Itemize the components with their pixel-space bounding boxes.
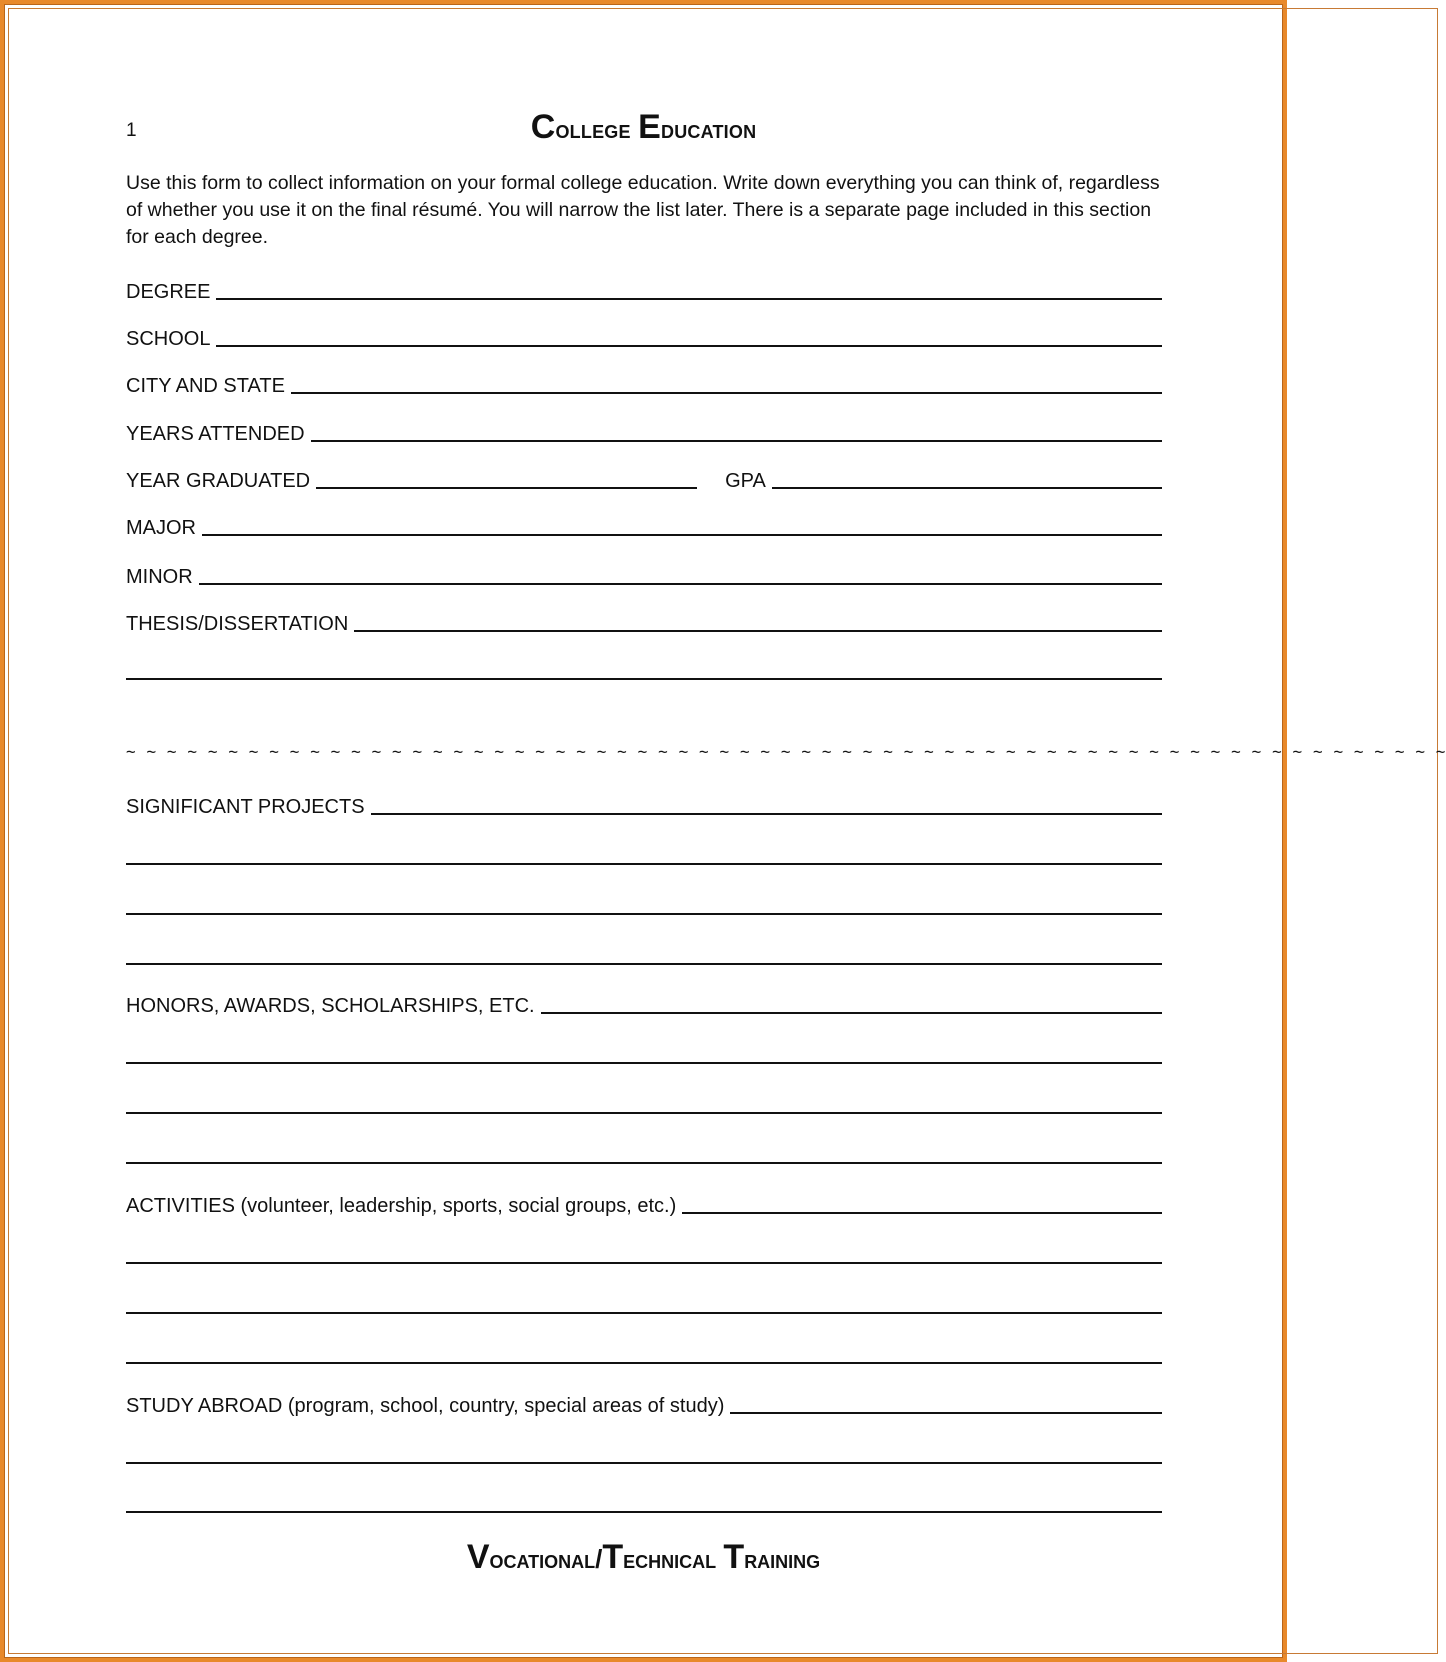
major-line[interactable] [202,534,1162,536]
major-label: MAJOR [126,517,196,539]
blank-line[interactable] [126,1362,1162,1364]
projects-label: SIGNIFICANT PROJECTS [126,796,365,818]
study-abroad-line-3 [126,1477,1162,1517]
activities-row [126,1178,1162,1218]
thesis-label: THESIS/DISSERTATION [126,613,349,635]
blank-line[interactable] [126,1511,1162,1513]
city-state-row [126,358,1162,398]
years-attended-line[interactable] [311,440,1162,442]
projects-line[interactable] [371,813,1162,815]
honors-line[interactable] [541,1012,1162,1014]
major-row [126,500,1162,540]
year-graduated-row [126,453,1162,493]
projects-line-2 [126,829,1162,869]
years-attended-label: YEARS ATTENDED [126,423,305,445]
honors-label: HONORS, AWARDS, SCHOLARSHIPS, ETC. [126,995,535,1017]
city-state-line[interactable] [291,392,1162,394]
honors-line-3 [126,1078,1162,1118]
projects-line-4 [126,929,1162,969]
honors-row [126,978,1162,1018]
page-number: 1 [126,120,137,141]
thesis-row [126,596,1162,636]
city-state-label: CITY AND STATE [126,375,285,397]
minor-row [126,549,1162,589]
study-abroad-line-2 [126,1428,1162,1468]
gpa-label: GPA [725,470,766,492]
study-abroad-line[interactable] [730,1412,1162,1414]
projects-row [126,779,1162,819]
blank-line[interactable] [126,678,1162,680]
page-title: College Education [530,108,757,146]
section-divider: ~ ~ ~ ~ ~ ~ ~ ~ ~ ~ ~ ~ ~ ~ ~ ~ ~ ~ ~ ~ ~ ~ ~ ~ ~ ~ ~ ~ ~ ~ ~ ~ ~ ~ ~ ~ ~ ~ ~ ~ ~ ~ ~ ~ ~ ~ ~ ~ ~ ~ ~ ~ ~ ~ ~ ~ ~ ~ ~ ~ ~ ~ ~ ~ ~ [126,742,1446,761]
degree-label: DEGREE [126,281,211,303]
blank-line[interactable] [126,1162,1162,1164]
thesis-line-2 [126,644,1162,684]
activities-line-2 [126,1228,1162,1268]
year-graduated-label: YEAR GRADUATED [126,470,311,492]
blank-line[interactable] [126,1062,1162,1064]
school-label: SCHOOL [126,328,211,350]
blank-line[interactable] [126,1312,1162,1314]
honors-line-4 [126,1128,1162,1168]
next-section-title: Vocational/Technical Training [466,1538,821,1576]
study-abroad-label: STUDY ABROAD (program, school, country, special areas of study) [126,1395,725,1417]
projects-line-3 [126,879,1162,919]
minor-label: MINOR [126,566,193,588]
years-attended-row [126,406,1162,446]
blank-line[interactable] [126,913,1162,915]
gpa-line[interactable] [772,487,1162,489]
blank-line[interactable] [126,1462,1162,1464]
degree-row [126,264,1162,304]
activities-line[interactable] [682,1212,1162,1214]
school-line[interactable] [216,345,1162,347]
blank-line[interactable] [126,963,1162,965]
year-graduated-line[interactable] [316,487,697,489]
minor-line[interactable] [199,583,1162,585]
thesis-line[interactable] [354,630,1162,632]
activities-line-3 [126,1278,1162,1318]
honors-line-2 [126,1028,1162,1068]
study-abroad-row [126,1378,1162,1418]
activities-line-4 [126,1328,1162,1368]
school-row [126,311,1162,351]
degree-line[interactable] [216,298,1162,300]
intro-paragraph: Use this form to collect information on your formal college education. Write down everything you can think of, regardless of whether you use it on the final résumé. You will narrow the list later. There is a separate page included in this section for each degree. [126,172,1160,248]
blank-line[interactable] [126,1112,1162,1114]
blank-line[interactable] [126,863,1162,865]
blank-line[interactable] [126,1262,1162,1264]
activities-label: ACTIVITIES (volunteer, leadership, sports, social groups, etc.) [126,1195,677,1217]
